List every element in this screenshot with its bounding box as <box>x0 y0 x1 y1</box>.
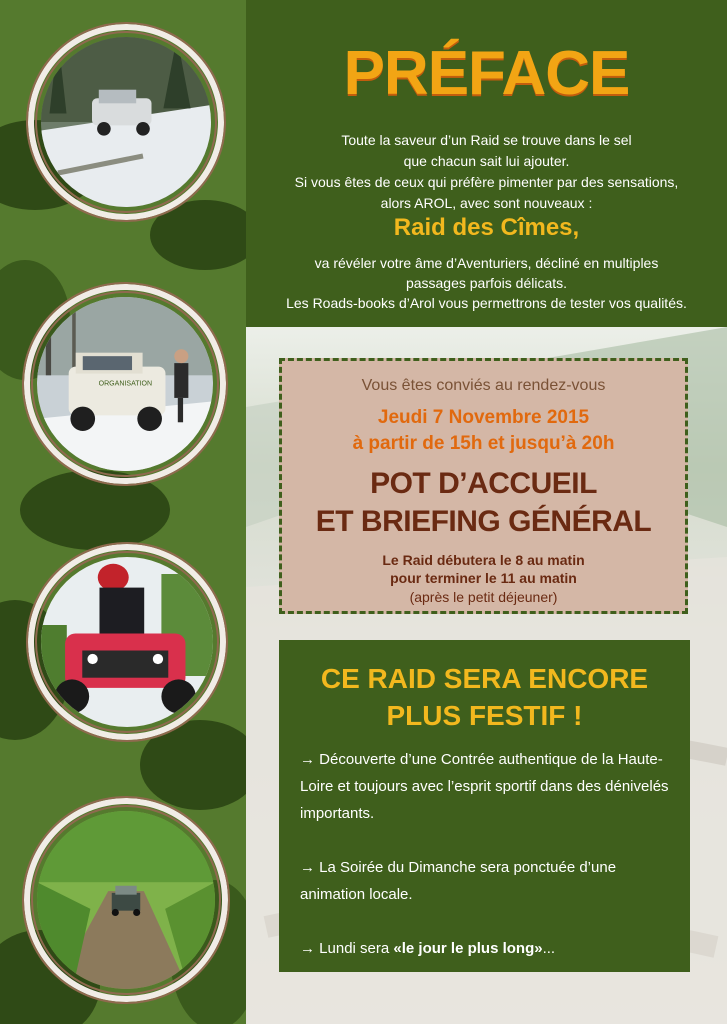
festif-item: → La Soirée du Dimanche sera ponctuée d’une animation locale. <box>300 859 617 903</box>
invite-info-line: Le Raid débutera le 8 au matin <box>382 552 585 568</box>
photo-forest-trail <box>37 811 215 989</box>
festif-item-prefix: → Lundi sera <box>300 940 394 957</box>
invite-date <box>282 405 685 457</box>
invite-info-line: pour terminer le 11 au matin <box>390 570 577 586</box>
photo-snowy-forest <box>41 37 211 207</box>
outro-line: passages parfois délicats. <box>405 275 568 291</box>
festif-item: → Découverte d’une Contrée authentique de la Haute-Loire et toujours avec l’esprit sportif dans des dénivelés importants. <box>300 751 669 822</box>
festif-item <box>300 935 674 962</box>
invite-date-line: Jeudi 7 Novembre 2015 <box>377 407 590 428</box>
festif-title-line: PLUS FESTIF ! <box>386 700 583 731</box>
festif-list <box>300 746 674 962</box>
outro-line: va révéler votre âme d’Aventuriers, décliné en multiples <box>314 255 659 271</box>
invite-title-line: ET BRIEFING GÉNÉRAL <box>315 505 652 538</box>
intro-line: que chacun sait lui ajouter. <box>403 153 570 169</box>
festif-title-line: CE RAID SERA ENCORE <box>320 663 649 694</box>
photo-frame-1 <box>26 22 226 222</box>
photo-frame-2 <box>22 282 228 486</box>
photo-frame-3 <box>26 542 228 742</box>
preface-intro <box>246 130 727 214</box>
intro-line: alors AROL, avec sont nouveaux : <box>380 195 593 211</box>
photo-4x4-snow <box>37 297 213 471</box>
invitation-box <box>279 358 688 614</box>
preface-section <box>246 0 727 327</box>
photo-frame-4 <box>22 796 230 1004</box>
jeep-door-text: ORGANISATION <box>98 380 153 388</box>
outro-line: Les Roads-books d’Arol vous permettrons de tester vos qualités. <box>286 295 687 311</box>
preface-outro <box>246 253 727 313</box>
invite-title-line: POT D’ACCUEIL <box>370 467 597 500</box>
invite-time-line: à partir de 15h et jusqu’à 20h <box>352 433 615 454</box>
invite-title <box>282 465 685 541</box>
left-photo-column <box>0 0 246 1024</box>
festif-item-highlight: «le jour le plus long» <box>393 940 543 957</box>
raid-name: Raid des Cîmes, <box>393 214 580 241</box>
festif-title <box>279 660 690 734</box>
festif-box <box>279 640 690 972</box>
preface-title: PRÉFACE <box>343 39 630 108</box>
photo-quad-rider <box>41 557 213 727</box>
invite-info <box>282 551 685 587</box>
invite-intro: Vous êtes conviés au rendez-vous <box>361 377 606 394</box>
festif-item-suffix: ... <box>542 940 556 957</box>
intro-line: Si vous êtes de ceux qui préfère pimenter par des sensations, <box>294 174 679 190</box>
intro-line: Toute la saveur d’un Raid se trouve dans le sel <box>341 132 632 148</box>
invite-info-note: (après le petit déjeuner) <box>409 589 558 605</box>
